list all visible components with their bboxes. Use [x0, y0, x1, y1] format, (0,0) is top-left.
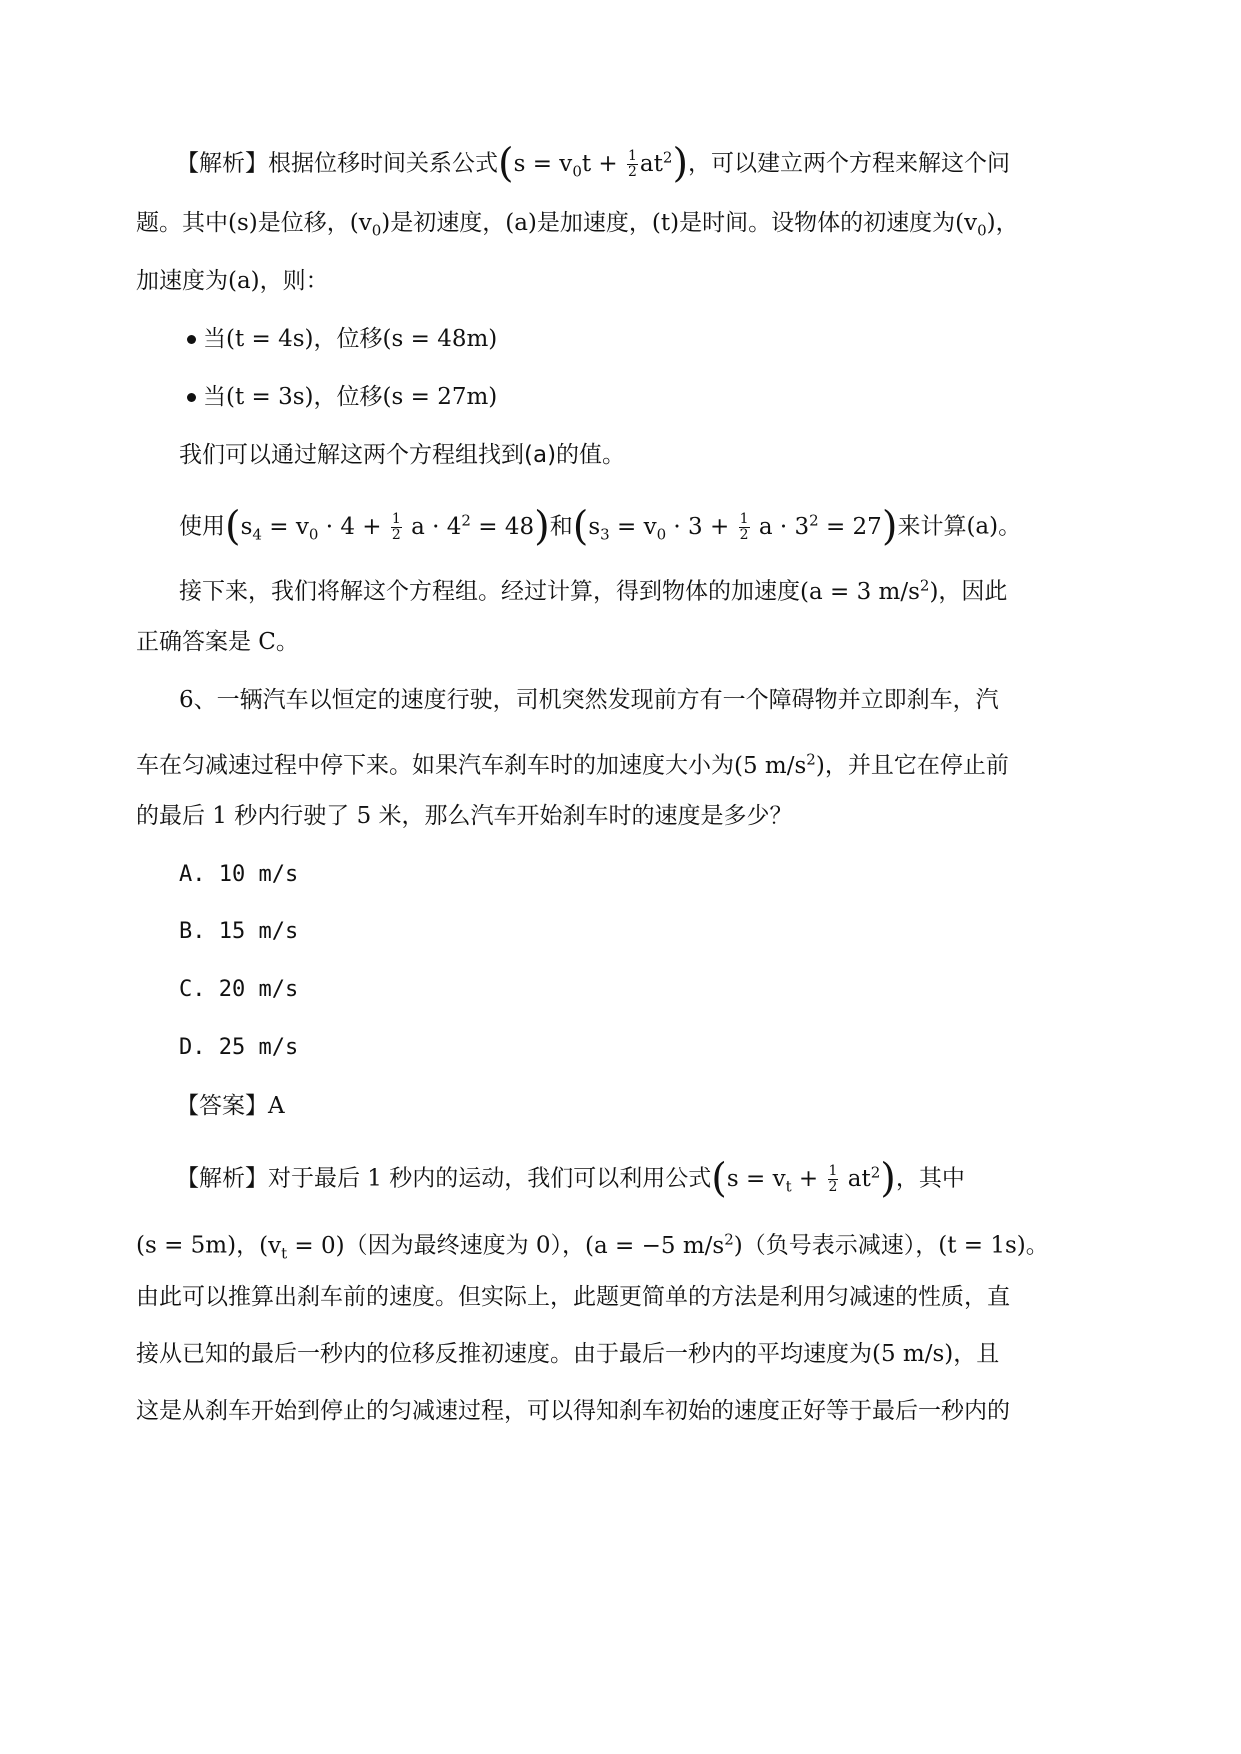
text: 使用 [179, 513, 225, 540]
paragraph-use-equations [179, 505, 1021, 549]
text: 【解析】对于最后 1 秒内的运动，我们可以利用公式 [176, 1165, 712, 1192]
text: 是位移， [257, 210, 350, 236]
equation: (s = 27m) [382, 384, 498, 410]
text: 这是从刹车开始到停止的匀减速过程，可以得知刹车初始的速度正好等于最后一秒内的 [136, 1398, 1010, 1424]
analysis-2-line-5 [136, 1396, 1010, 1426]
bullet-icon [187, 335, 196, 344]
equation: (5 m/s) [872, 1341, 954, 1367]
option-b: B. 15 m/s [179, 919, 299, 944]
text: ，可以建立两个方程来解这个问 [688, 150, 1011, 177]
question-6-line-3 [136, 801, 793, 831]
text: 的最后 1 秒内行驶了 5 米，那么汽车开始刹车时的速度是多少？ [136, 803, 793, 829]
paren-right: ) [672, 140, 689, 187]
equation-s3: $s_3 = v_0 \cdot 3$ + $\frac{1}{2}$ $a \cdot 3^2 = 27$ [588, 511, 882, 544]
text: 和 [549, 513, 573, 540]
text: 当 [203, 326, 226, 352]
text: 我们可以通过解这两个方程组找到 [179, 442, 524, 468]
analysis-2-line-4 [136, 1339, 999, 1369]
equation-acceleration: (a = 3 $m/s^2$) [800, 576, 939, 605]
text: 接下来，我们将解这个方程组。经过计算，得到物体的加速度 [179, 578, 800, 605]
paren-left: ( [498, 140, 514, 187]
formula-final-second: $s = v_t$ + $\frac{1}{2}$ $at^2$ [726, 1163, 881, 1196]
equation: (s = 5m) [136, 1232, 237, 1259]
text: 来计算 [897, 513, 967, 540]
text: 。 [998, 513, 1022, 540]
symbol-a: (a) [228, 268, 260, 294]
symbol-v0: $(v_0)$ [349, 210, 391, 240]
text: ， [995, 210, 1019, 236]
text: 题。其中 [136, 210, 228, 236]
equation: (t = 1s) [938, 1232, 1026, 1259]
symbol-a: (a) [966, 513, 999, 540]
paren-left: ( [572, 503, 589, 550]
paragraph-analysis-line-2 [136, 208, 1019, 246]
text: 。 [1025, 1232, 1049, 1259]
text: 是初速度， [390, 210, 506, 236]
bullet-item-1 [203, 324, 497, 354]
symbol-t: (t) [651, 210, 680, 236]
equation-vt: $(v_t = 0)$ [259, 1232, 345, 1263]
text: 【解析】根据位移时间关系公式 [176, 150, 498, 177]
text: 是加速度， [536, 210, 652, 236]
answer-label: 【答案】A [176, 1093, 285, 1119]
text: 的值。 [556, 442, 626, 468]
text: （因为最终速度为 0）， [344, 1232, 586, 1259]
formula-displacement: $s = v_0t$ + $\frac{1}{2}$ $at^2$ [513, 148, 673, 181]
option-c: C. 20 m/s [179, 977, 299, 1002]
paragraph-analysis-line-1 [176, 142, 1010, 186]
analysis-2-line-3 [136, 1282, 1010, 1312]
text: 6、一辆汽车以恒定的速度行驶，司机突然发现前方有一个障碍物并立即刹车，汽 [179, 687, 999, 713]
question-6-line-1 [179, 685, 999, 715]
equation: (t = 4s) [226, 326, 314, 352]
equation-s4: $s_4 = v_0 \cdot 4$ + $\frac{1}{2}$ $a \cdot 4^2 = 48$ [240, 511, 535, 544]
text: 当 [203, 384, 226, 410]
paren-left: ( [711, 1155, 727, 1202]
symbol-a: (a) [505, 210, 537, 236]
symbol-v0: $(v_0)$ [955, 210, 996, 240]
analysis-2-line-2 [136, 1224, 1049, 1268]
text: 正确答案是 C。 [136, 629, 299, 655]
equation-a: (a = −5 $m/s^2$) [585, 1230, 743, 1259]
paragraph-correct-answer [136, 627, 299, 657]
bullet-item-2 [203, 382, 497, 412]
equation: (t = 3s) [226, 384, 314, 410]
symbol-s: (s) [228, 210, 258, 236]
paren-right: ) [534, 503, 550, 550]
text: ，因此 [938, 578, 1008, 605]
text: 由此可以推算出刹车前的速度。但实际上，此题更简单的方法是利用匀减速的性质，直 [136, 1284, 1010, 1310]
text: 加速度为 [136, 268, 228, 294]
question-6-line-2 [136, 744, 1009, 781]
text: ，位移 [313, 326, 383, 352]
analysis-2-line-1 [176, 1157, 965, 1201]
paragraph-analysis-line-3 [136, 266, 329, 296]
paragraph-result [179, 570, 1007, 607]
text: ，位移 [313, 384, 383, 410]
paragraph-solve-system [179, 440, 625, 470]
option-d: D. 25 m/s [179, 1035, 299, 1060]
option-a: A. 10 m/s [179, 862, 299, 887]
text: ， [236, 1232, 260, 1259]
text: ，则： [259, 268, 329, 294]
text: ，其中 [895, 1165, 965, 1192]
bullet-icon [187, 393, 196, 402]
text: 接从已知的最后一秒内的位移反推初速度。由于最后一秒内的平均速度为 [136, 1341, 872, 1367]
text: 车在匀减速过程中停下来。如果汽车刹车时的加速度大小为 [136, 752, 734, 779]
symbol-a: (a) [524, 442, 557, 468]
text: 是时间。设物体的初速度为 [679, 210, 956, 236]
text: （负号表示减速）， [742, 1232, 939, 1259]
paren-right: ) [881, 503, 898, 550]
paren-right: ) [880, 1155, 896, 1202]
equation: (s = 48m) [382, 326, 498, 352]
equation-deceleration: (5 $m/s^2$) [734, 750, 825, 779]
paren-left: ( [225, 503, 241, 550]
text: ，且 [953, 1341, 1000, 1367]
text: ，并且它在停止前 [824, 752, 1009, 779]
